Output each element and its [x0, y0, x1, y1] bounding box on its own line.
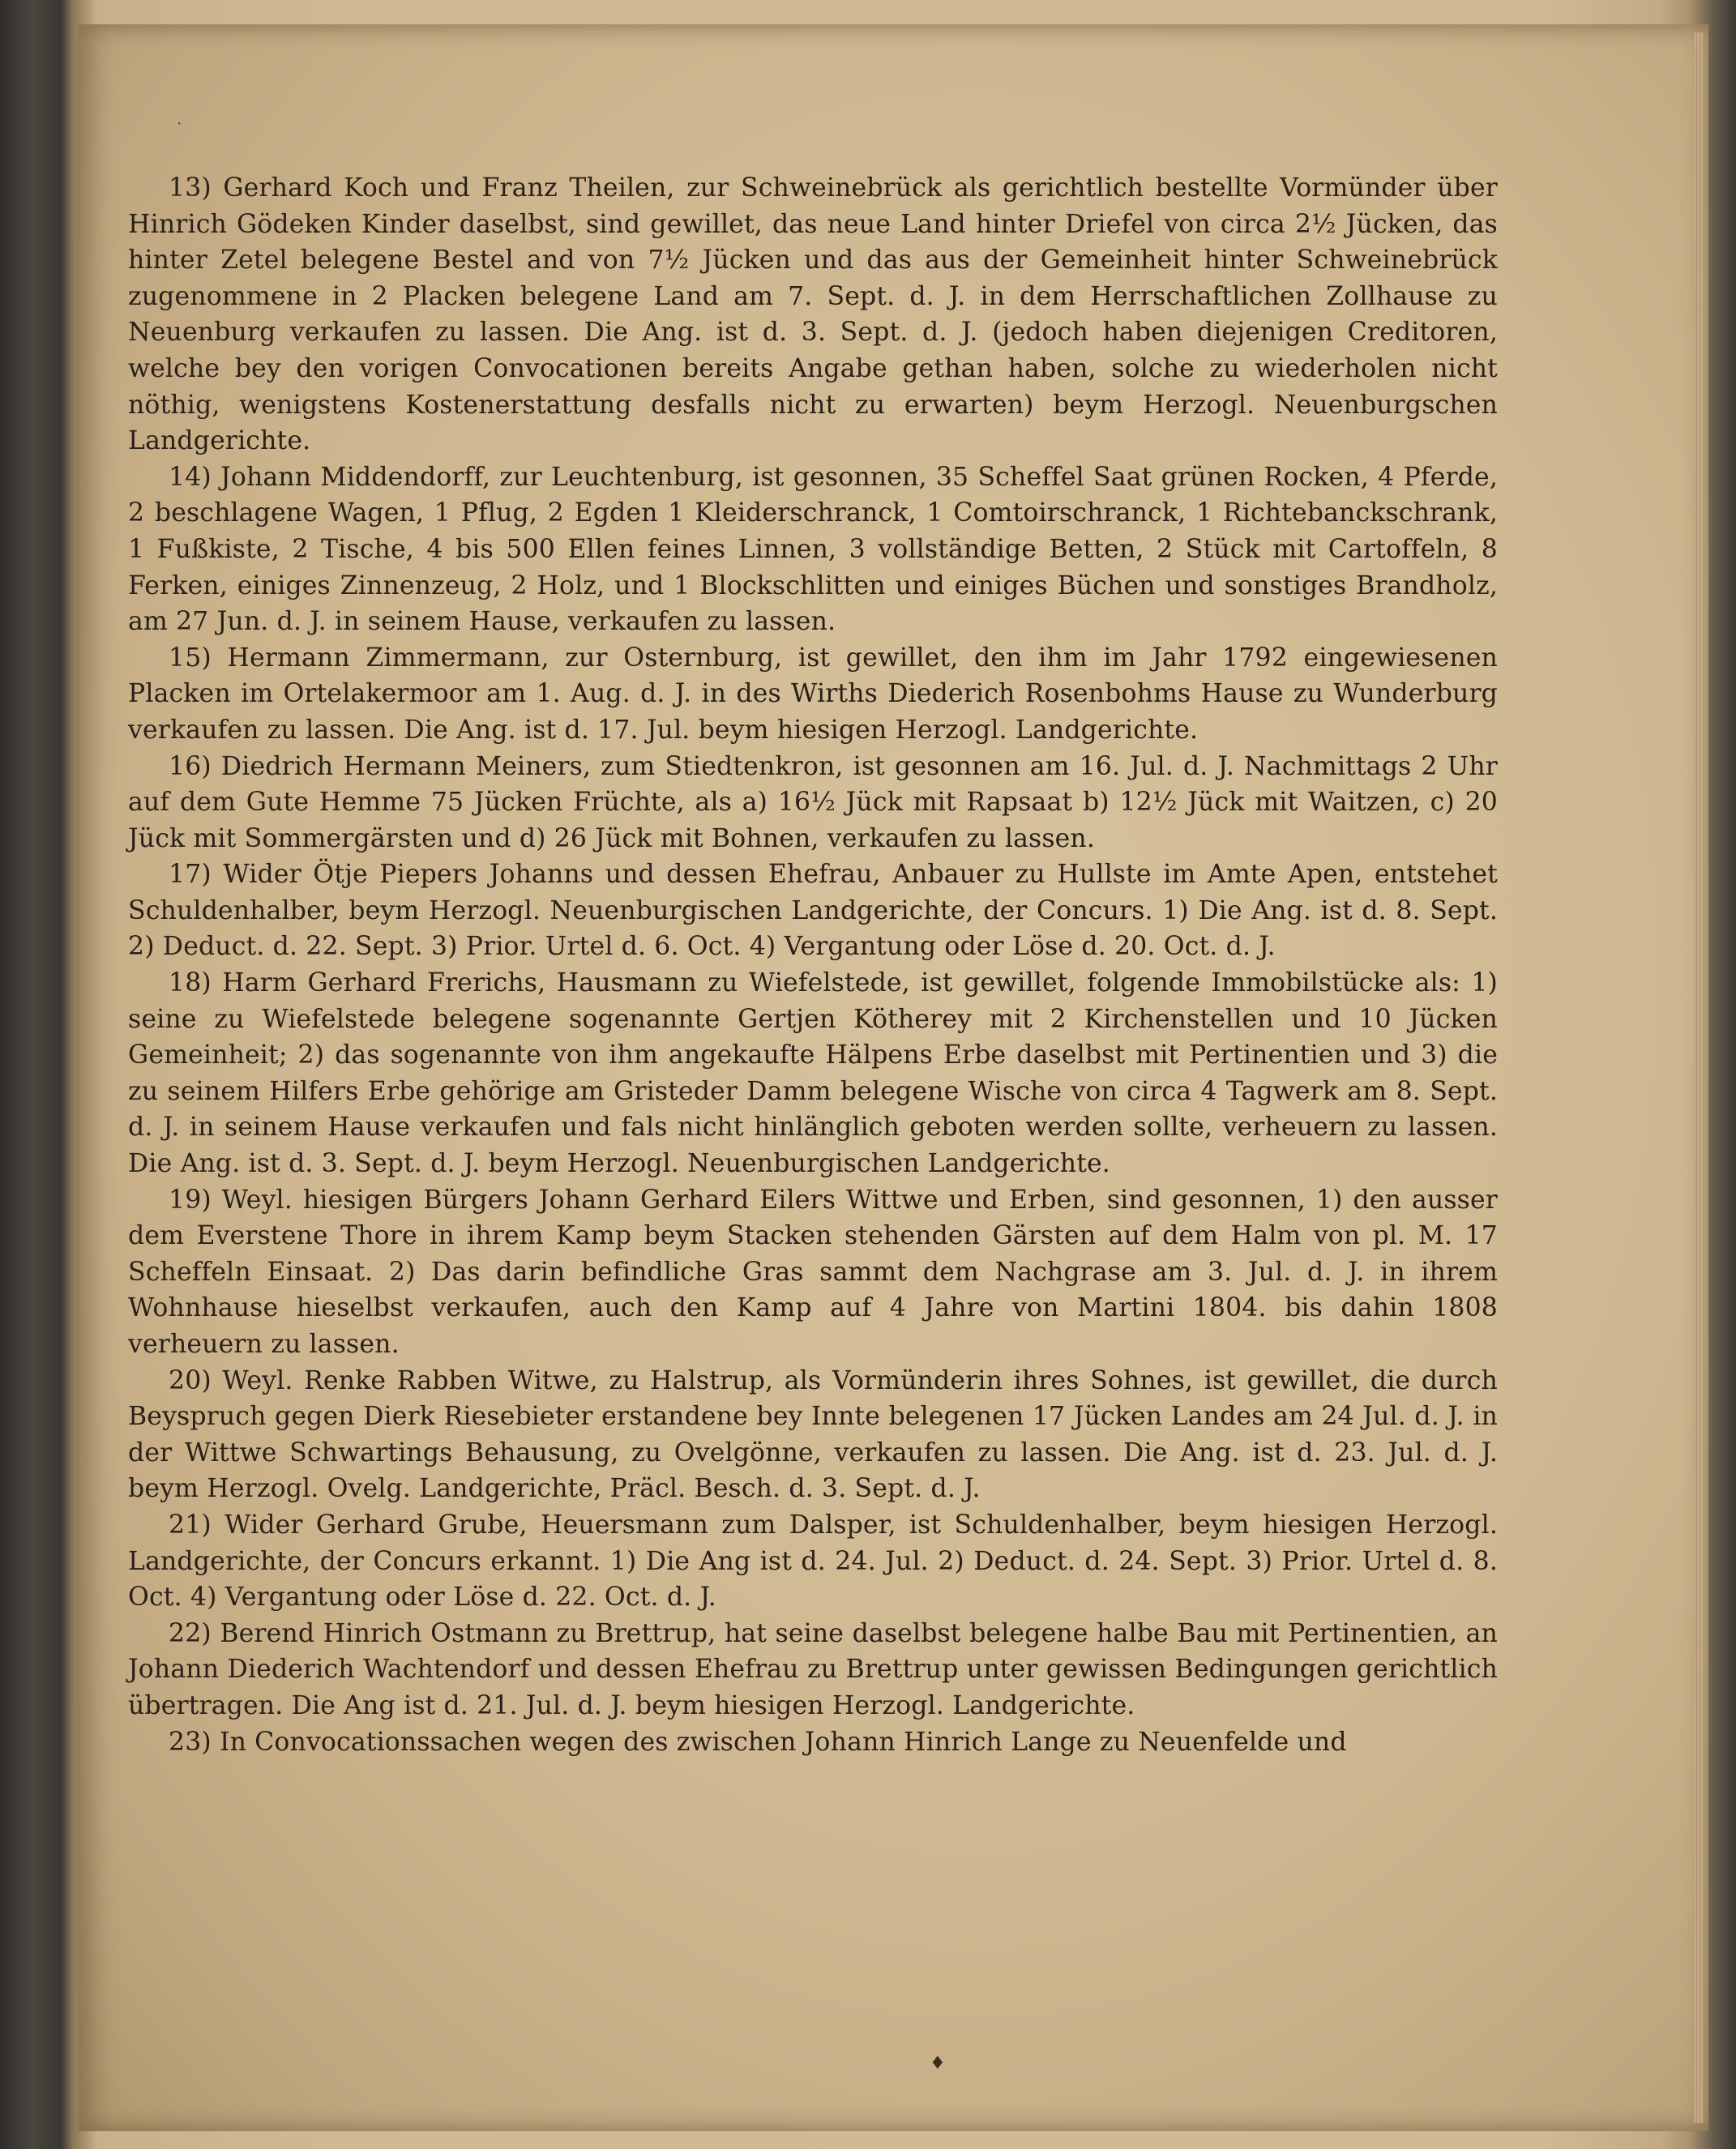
paragraph-21: 21) Wider Gerhard Grube, Heuersmann zum Dalsper, ist Schuldenhalber, beym hiesigen Herzogl. Landgerichte, der Concurs erkannt. 1) Die Ang ist d. 24. Jul. 2) Deduct. d. 24. Sept. 3) Prior. Urtel d. 8. Oct. 4) Vergantung oder Löse d. 22. Oct. d. J.	[128, 1510, 1498, 1613]
paragraph-18: 18) Harm Gerhard Frerichs, Hausmann zu Wiefelstede, ist gewillet, folgende Immobilstücke als: 1) seine zu Wiefelstede belegene sogenannte Gertjen Kötherey mit 2 Kirchenstellen und 10 Jücken Gemeinheit; 2) das sogenannte von ihm angekaufte Hälpens Erbe daselbst mit Pertinentien und 3) die zu seinem Hilfers Erbe gehörige am Gristeder Damm belegene Wische von circa 4 Tagwerk am 8. Sept. d. J. in seinem Hause verkaufen und fals nicht hinlänglich geboten werden sollte, verheuern zu lassen. Die Ang. ist d. 3. Sept. d. J. beym Herzogl. Neuenburgischen Landgerichte.	[128, 968, 1498, 1179]
paragraph-22: 22) Berend Hinrich Ostmann zu Brettrup, hat seine daselbst belegene halbe Bau mit Pertinentien, an Johann Diederich Wachtendorf und dessen Ehefrau zu Brettrup unter gewissen Bedingungen gerichtlich übertragen. Die Ang ist d. 21. Jul. d. J. beym hiesigen Herzogl. Landgerichte.	[128, 1618, 1498, 1720]
paragraph-14: 14) Johann Middendorff, zur Leuchtenburg, ist gesonnen, 35 Scheffel Saat grünen Rocken, 4 Pferde, 2 beschlagene Wagen, 1 Pflug, 2 Egden 1 Kleiderschranck, 1 Comtoirschranck, 1 Richtebanckschrank, 1 Fußkiste, 2 Tische, 4 bis 500 Ellen feines Linnen, 3 vollständige Betten, 2 Stück mit Cartoffeln, 8 Ferken, einiges Zinnenzeug, 2 Holz, und 1 Blockschlitten und einiges Büchen und sonstiges Brandholz, am 27 Jun. d. J. in seinem Hause, verkaufen zu lassen.	[128, 462, 1498, 637]
paragraph-17: 17) Wider Ötje Piepers Johanns und dessen Ehefrau, Anbauer zu Hullste im Amte Apen, entstehet Schuldenhalber, beym Herzogl. Neuenburgischen Landgerichte, der Concurs. 1) Die Ang. ist d. 8. Sept. 2) Deduct. d. 22. Sept. 3) Prior. Urtel d. 6. Oct. 4) Vergantung oder Löse d. 20. Oct. d. J.	[128, 860, 1498, 962]
paragraph-20: 20) Weyl. Renke Rabben Witwe, zu Halstrup, als Vormünderin ihres Sohnes, ist gewillet, die durch Beyspruch gegen Dierk Riesebieter erstandene bey Innte belegenen 17 Jücken Landes am 24 Jul. d. J. in der Wittwe Schwartings Behausung, zu Ovelgönne, verkaufen zu lassen. Die Ang. ist d. 23. Jul. d. J. beym Herzogl. Ovelg. Landgerichte, Präcl. Besch. d. 3. Sept. d. J.	[128, 1365, 1498, 1504]
paragraph-16: 16) Diedrich Hermann Meiners, zum Stiedtenkron, ist gesonnen am 16. Jul. d. J. Nachmittags 2 Uhr auf dem Gute Hemme 75 Jücken Früchte, als a) 16½ Jück mit Rapsaat b) 12½ Jück mit Waitzen, c) 20 Jück mit Sommergärsten und d) 26 Jück mit Bohnen, verkaufen zu lassen.	[128, 751, 1498, 853]
page-edge-right	[1694, 32, 1704, 2123]
paragraph-15: 15) Hermann Zimmermann, zur Osternburg, ist gewillet, den ihm im Jahr 1792 eingewiesenen Placken im Ortelakermoor am 1. Aug. d. J. in des Wirths Diederich Rosenbohms Hause zu Wunderburg verkaufen zu lassen. Die Ang. ist d. 17. Jul. beym hiesigen Herzogl. Landgerichte.	[128, 643, 1498, 745]
paragraph-19: 19) Weyl. hiesigen Bürgers Johann Gerhard Eilers Wittwe und Erben, sind gesonnen, 1) den ausser dem Everstene Thore in ihrem Kamp beym Stacken stehenden Gärsten auf dem Halm von pl. M. 17 Scheffeln Einsaat. 2) Das darin befindliche Gras sammt dem Nachgrase am 3. Jul. d. J. in ihrem Wohnhause hieselbst verkaufen, auch den Kamp auf 4 Jahre von Martini 1804. bis dahin 1808 verheuern zu lassen.	[128, 1185, 1498, 1359]
paragraph-13: 13) Gerhard Koch und Franz Theilen, zur Schweinebrück als gerichtlich bestellte Vormünder über Hinrich Gödeken Kinder daselbst, sind gewillet, das neue Land hinter Driefel von circa 2½ Jücken, das hinter Zetel belegene Bestel and von 7½ Jücken und das aus der Gemeinheit hinter Schweinebrück zugenommene in 2 Placken belegene Land am 7. Sept. d. J. in dem Herrschaftlichen Zollhause zu Neuenburg verkaufen zu lassen. Die Ang. ist d. 3. Sept. d. J. (jedoch haben diejenigen Creditoren, welche bey den vorigen Convocationen bereits Angabe gethan haben, solche zu wiederholen nicht nöthig, wenigstens Kostenerstattung desfalls nicht zu erwarten) beym Herzogl. Neuenburgschen Landgerichte.	[128, 173, 1498, 456]
paragraph-23: 23) In Convocationssachen wegen des zwischen Johann Hinrich Lange zu Neuenfelde und	[169, 1727, 1347, 1757]
document-text	[128, 170, 1498, 1760]
footer-ornament: ♦	[930, 2053, 946, 2074]
corner-mark: ·	[177, 113, 182, 133]
